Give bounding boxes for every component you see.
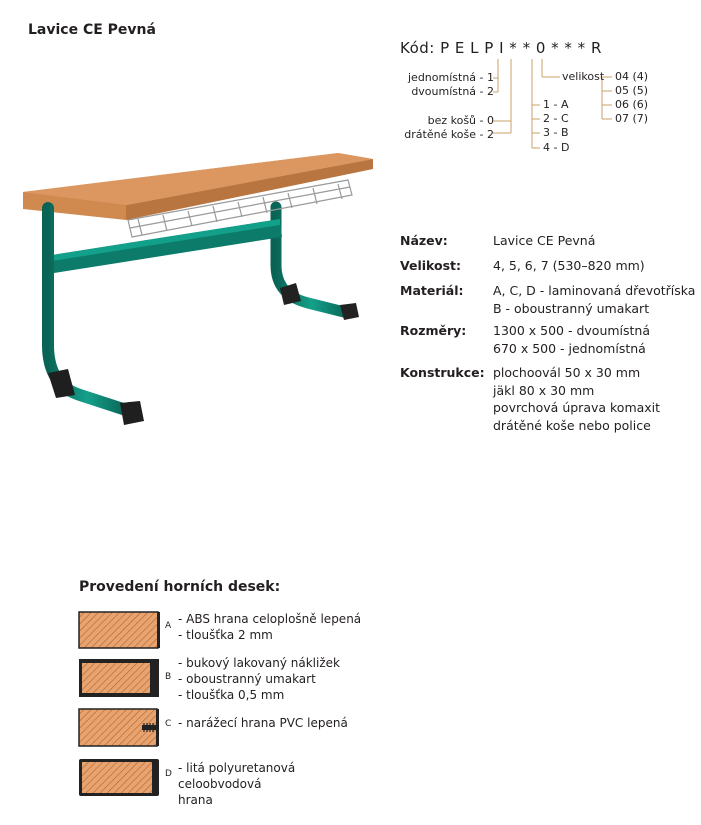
- edge-letter-b: B: [165, 672, 172, 682]
- spec-val-name: Lavice CE Pevná: [493, 233, 596, 248]
- edge-b-profile-icon: [78, 658, 164, 698]
- spec-val-material: A, C, D - laminovaná dřevotříska B - oboustranný umakart: [493, 283, 696, 316]
- edge-row-c: [78, 706, 378, 748]
- product-code: Kód: P E L P I * * 0 * * * R: [400, 39, 602, 57]
- desk-illustration: [18, 145, 380, 445]
- code-option-double: dvoumístná - 2: [411, 85, 494, 98]
- code-option-no-basket: bez košů - 0: [427, 114, 494, 127]
- edge-row-a: [78, 609, 378, 649]
- code-material-1: 1 - A: [543, 98, 569, 111]
- edge-desc-d: - litá polyuretanová celoobvodová hrana: [178, 761, 296, 807]
- edge-letter-a: A: [165, 621, 172, 631]
- code-size-05: 05 (5): [615, 84, 649, 97]
- spec-key-size: Velikost:: [400, 258, 462, 273]
- code-option-wire-basket: drátěné koše - 2: [404, 128, 494, 141]
- code-option-single: jednomístná - 1: [408, 71, 494, 84]
- spec-val-dimensions: 1300 x 500 - dvoumístná 670 x 500 - jednomístná: [493, 323, 651, 356]
- code-size-07: 07 (7): [615, 112, 649, 125]
- code-size-04: 04 (4): [615, 70, 649, 83]
- code-material-4: 4 - D: [543, 141, 570, 154]
- edge-a-profile-icon: [78, 611, 162, 649]
- spec-val-construction: plochoovál 50 x 30 mm jäkl 80 x 30 mm povrchová úprava komaxit drátěné koše nebo police: [493, 365, 661, 433]
- edge-c-profile-icon: [78, 708, 164, 748]
- code-size-label: velikost: [562, 70, 605, 83]
- code-material-2: 2 - C: [543, 112, 569, 125]
- edge-desc-c: - narážecí hrana PVC lepená: [178, 716, 348, 730]
- edge-row-b: [78, 656, 378, 702]
- code-size-06: 06 (6): [615, 98, 649, 111]
- edge-letter-d: D: [165, 769, 172, 779]
- spec-key-construction: Konstrukce:: [400, 365, 485, 380]
- edge-d-profile-icon: [78, 758, 164, 798]
- edge-row-d: [78, 756, 378, 807]
- spec-val-size: 4, 5, 6, 7 (530–820 mm): [493, 258, 645, 273]
- page-title: Lavice CE Pevná: [28, 22, 156, 38]
- code-material-3: 3 - B: [543, 126, 569, 139]
- edge-letter-c: C: [165, 719, 172, 729]
- spec-key-dimensions: Rozměry:: [400, 323, 467, 338]
- edges-heading: Provedení horních desek:: [79, 579, 281, 595]
- edge-desc-a: - ABS hrana celoplošně lepená - tloušťka 2 mm: [178, 612, 362, 642]
- spec-key-name: Název:: [400, 233, 448, 248]
- edge-desc-b: - bukový lakovaný nákližek - oboustranný umakart - tloušťka 0,5 mm: [178, 656, 340, 702]
- spec-key-material: Materiál:: [400, 283, 464, 298]
